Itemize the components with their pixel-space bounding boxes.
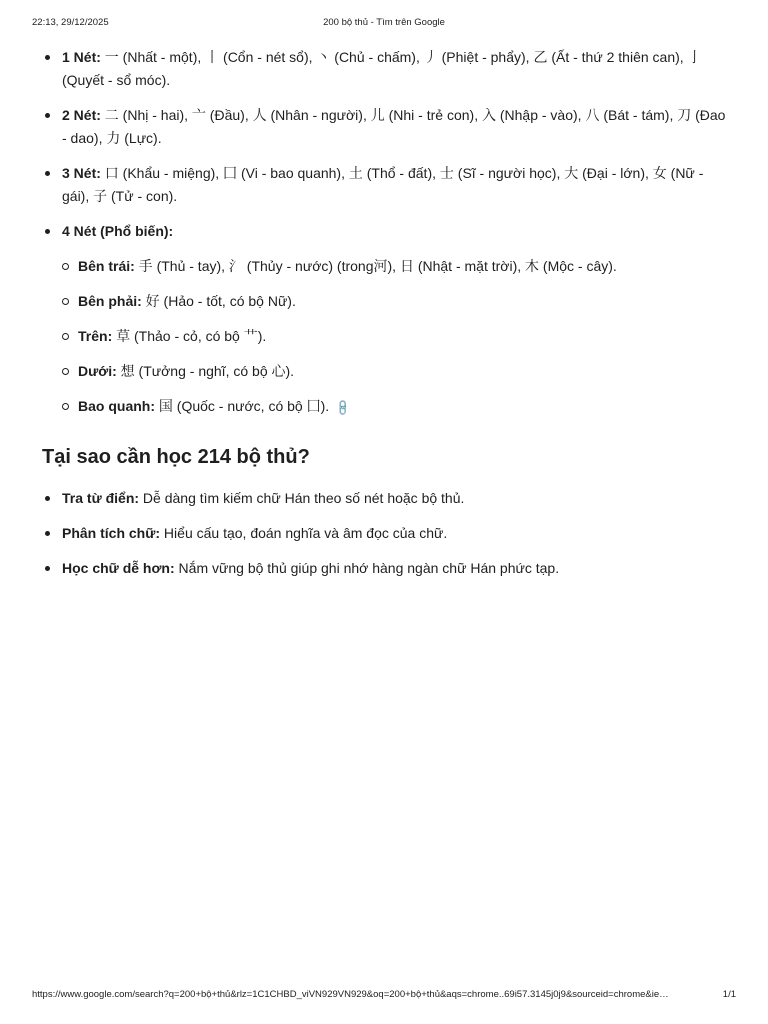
sub-item-text: 草 (Thảo - cỏ, có bộ 艹).	[112, 328, 267, 344]
sub-item-label: Bao quanh:	[78, 398, 155, 414]
stroke-list	[42, 46, 732, 420]
page-number: 1/1	[722, 989, 736, 1000]
list-item-3-stroke	[42, 162, 732, 208]
list-item-text: 一 (Nhất - một), 丨 (Cổn - nét sổ), 丶 (Chủ - chấm), 丿 (Phiệt - phẩy), 乙 (Ất - thứ 2 thiên can), 亅(Quyết - sổ móc).	[62, 49, 702, 88]
print-title: 200 bộ thủ - Tìm trên Google	[323, 17, 445, 28]
print-header	[32, 17, 736, 31]
sub-item-label: Bên trái:	[78, 258, 135, 274]
sub-item-text: 国 (Quốc - nước, có bộ 囗).	[155, 398, 330, 414]
position-list	[62, 255, 732, 420]
list-item-label: Học chữ dễ hơn:	[62, 560, 175, 576]
list-item-text: Hiểu cấu tạo, đoán nghĩa và âm đọc của chữ.	[160, 525, 448, 541]
sub-item-label: Dưới:	[78, 363, 117, 379]
print-footer	[32, 989, 736, 1003]
list-item-text: Nắm vững bộ thủ giúp ghi nhớ hàng ngàn chữ Hán phức tạp.	[174, 560, 560, 576]
sub-item-bottom	[62, 360, 732, 383]
sub-item-text: 手 (Thủ - tay), 氵 (Thủy - nước) (trong河), 日 (Nhật - mặt trời), 木 (Mộc - cây).	[134, 258, 617, 274]
list-item-label: 4 Nét (Phổ biến):	[62, 223, 174, 239]
section-heading: Tại sao cần học 214 bộ thủ?	[42, 446, 310, 468]
list-item-analysis	[42, 522, 732, 545]
list-item-2-stroke	[42, 104, 732, 150]
list-item-learning	[42, 557, 732, 580]
list-item-text: Dễ dàng tìm kiếm chữ Hán theo số nét hoặc bộ thủ.	[139, 490, 465, 506]
list-item-label: 2 Nét:	[62, 107, 101, 123]
list-item-label: 3 Nét:	[62, 165, 101, 181]
main-content	[42, 46, 732, 592]
sub-item-text: 想 (Tưởng - nghĩ, có bộ 心).	[116, 363, 295, 379]
print-url[interactable]: https://www.google.com/search?q=200+bộ+thủ&rlz=1C1CHBD_viVN929VN929&oq=200+bộ+thủ&aqs=chrome..69i57.3145j0j9&sourceid=chrome&ie…	[32, 989, 669, 1000]
list-item-label: Tra từ điển:	[62, 490, 140, 506]
list-item-text: 二 (Nhị - hai), 亠 (Đầu), 人 (Nhân - người), 儿 (Nhi - trẻ con), 入 (Nhập - vào), 八 (Bát - tám), 刀 (Đao - dao), 力 (Lực).	[62, 107, 726, 146]
sub-item-label: Bên phải:	[78, 293, 142, 309]
sub-item-left	[62, 255, 732, 278]
sub-item-top	[62, 325, 732, 348]
sub-item-right	[62, 290, 732, 313]
list-item-label: 1 Nét:	[62, 49, 101, 65]
sub-item-surround	[62, 395, 732, 420]
sub-item-label: Trên:	[78, 328, 113, 344]
list-item-label: Phân tích chữ:	[62, 525, 161, 541]
list-item-text: 口 (Khẩu - miệng), 囗 (Vi - bao quanh), 土 (Thổ - đất), 士 (Sĩ - người học), 大 (Đại - lớn), 女 (Nữ - gái), 子 (Tử - con).	[62, 165, 704, 204]
benefits-list	[42, 487, 732, 580]
print-timestamp: 22:13, 29/12/2025	[32, 17, 109, 28]
list-item-1-stroke	[42, 46, 732, 92]
link-icon[interactable]: 🔗	[334, 399, 353, 418]
list-item-dictionary	[42, 487, 732, 510]
sub-item-text: 好 (Hảo - tốt, có bộ Nữ).	[141, 293, 296, 309]
list-item-4-stroke	[42, 220, 732, 420]
